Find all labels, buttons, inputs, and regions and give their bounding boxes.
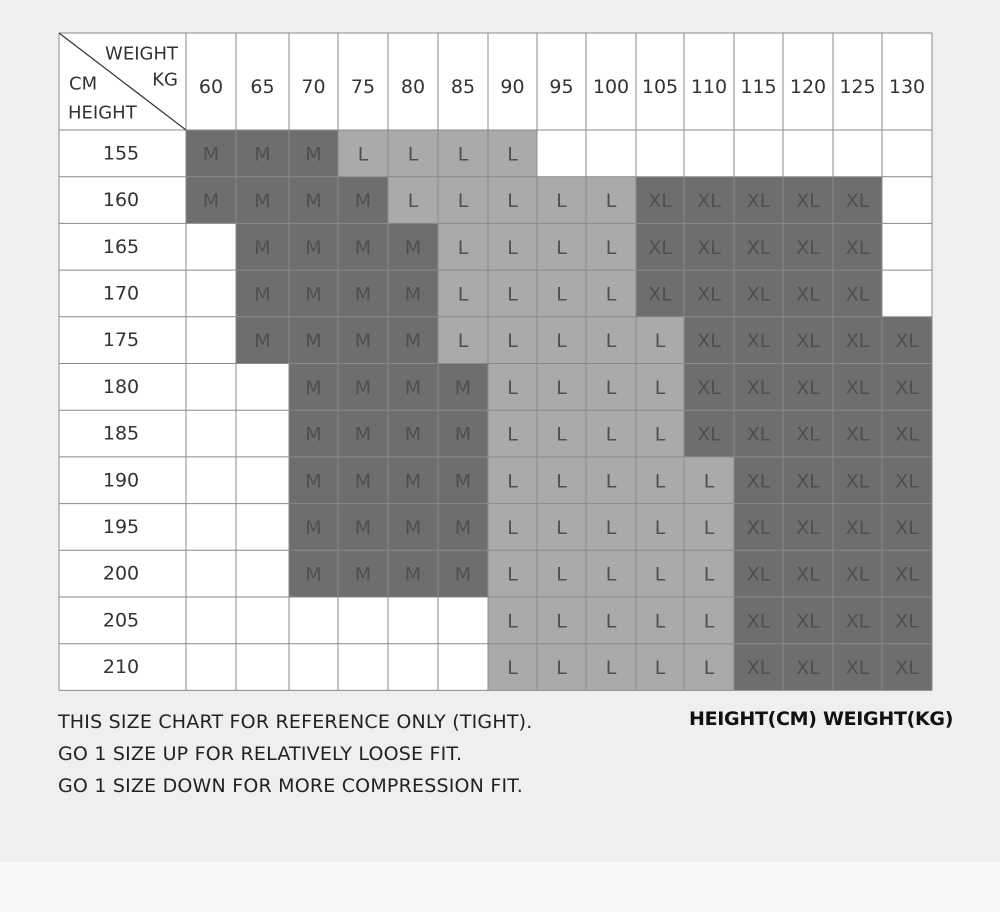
size-mark: M [254,330,271,353]
size-mark: XL [796,190,820,213]
weight-label: 60 [198,76,224,98]
size-mark: M [254,236,271,259]
size-cell [684,130,734,177]
size-mark: M [454,563,472,586]
size-mark: XL [746,330,771,353]
size-mark: XL [845,283,870,306]
size-cell [438,597,488,644]
size-cell [537,130,586,177]
size-mark: L [654,563,666,586]
size-mark: M [305,283,322,306]
height-label: 200 [102,562,140,585]
size-mark: XL [845,563,870,586]
size-mark: XL [895,423,919,446]
size-mark: L [556,283,567,306]
size-cell [338,644,388,691]
size-mark: L [457,143,469,166]
size-mark: XL [895,330,919,353]
size-mark: XL [895,657,919,680]
size-mark: L [507,376,518,399]
size-mark: L [605,563,617,586]
height-label: 185 [102,422,140,445]
corner-cm-label: CM [69,73,98,95]
size-mark: L [654,657,666,680]
corner-height-label: HEIGHT [68,102,137,124]
size-mark: XL [746,423,771,446]
size-mark: XL [746,470,771,493]
size-mark: L [507,610,518,633]
weight-label: 85 [450,76,476,98]
size-cell [236,597,289,644]
size-mark: L [605,423,617,446]
size-mark: XL [697,236,721,259]
size-mark: XL [796,610,820,633]
size-mark: L [703,470,715,493]
weight-label: 70 [301,76,326,98]
note-reference: THIS SIZE CHART FOR REFERENCE ONLY (TIGHT). [58,711,533,733]
size-cell [236,644,289,691]
size-mark: XL [796,516,820,539]
weight-label: 110 [690,76,728,98]
size-cell [186,317,236,364]
size-mark: M [404,283,422,306]
size-mark: XL [845,376,870,399]
size-cell [236,364,289,411]
size-mark: L [654,516,666,539]
size-mark: L [654,610,666,633]
size-mark: XL [845,330,870,353]
size-mark: L [556,516,567,539]
size-mark: M [354,283,372,306]
size-cell [586,130,636,177]
size-mark: L [556,190,567,213]
size-mark: L [605,376,617,399]
size-mark: L [457,283,469,306]
size-cell [388,597,438,644]
size-mark: XL [746,657,771,680]
size-cell [186,504,236,551]
size-cell [882,130,932,177]
size-mark: L [507,190,518,213]
size-mark: XL [845,470,870,493]
size-mark: XL [697,330,721,353]
height-label: 195 [102,515,140,538]
size-mark: XL [796,376,820,399]
height-label: 210 [102,656,140,679]
size-mark: XL [796,330,820,353]
size-cell [833,130,882,177]
size-mark: L [556,563,567,586]
size-mark: L [556,657,567,680]
size-mark: M [454,516,472,539]
size-mark: M [254,143,271,166]
weight-label: 130 [888,76,926,98]
size-cell [289,597,338,644]
size-mark: L [457,190,469,213]
size-mark: L [654,330,666,353]
size-mark: L [507,657,518,680]
units-label: HEIGHT(CM) WEIGHT(KG) [689,708,954,730]
size-mark: M [305,190,322,213]
note-size-up: GO 1 SIZE UP FOR RELATIVELY LOOSE FIT. [58,743,463,765]
size-mark: M [354,376,372,399]
size-mark: M [202,143,220,166]
size-mark: M [354,516,372,539]
size-mark: M [305,470,322,493]
size-mark: XL [746,516,771,539]
size-mark: XL [746,610,771,633]
size-mark: M [305,236,322,259]
size-mark: M [454,423,472,446]
size-mark: L [556,423,567,446]
size-cell [882,223,932,270]
size-mark: M [454,376,472,399]
size-mark: M [404,470,422,493]
size-mark: M [354,470,372,493]
size-mark: M [354,190,372,213]
size-mark: XL [796,283,820,306]
size-cell [186,410,236,457]
size-cell [438,644,488,691]
size-mark: L [654,376,666,399]
size-mark: M [305,563,322,586]
size-cell [186,550,236,597]
size-mark: L [654,423,666,446]
size-cell [186,364,236,411]
size-mark: XL [796,657,820,680]
size-mark: L [457,236,469,259]
size-cell [882,270,932,317]
size-mark: L [507,236,518,259]
size-mark: XL [697,376,721,399]
size-mark: M [305,376,322,399]
weight-label: 100 [592,76,630,98]
size-mark: L [357,143,369,166]
size-mark: L [605,470,617,493]
size-cell [236,410,289,457]
size-cell [236,550,289,597]
size-mark: XL [895,516,919,539]
size-mark: L [407,143,419,166]
size-mark: XL [648,283,672,306]
size-mark: L [654,470,666,493]
size-mark: L [507,143,518,166]
size-cell [636,130,684,177]
size-mark: XL [895,376,919,399]
size-mark: XL [697,190,721,213]
weight-label: 95 [549,76,574,98]
size-mark: L [407,190,419,213]
size-mark: XL [746,190,771,213]
size-mark: M [354,330,372,353]
size-mark: M [454,470,472,493]
size-mark: XL [845,423,870,446]
size-mark: L [605,190,617,213]
size-mark: L [507,283,518,306]
size-mark: L [703,610,715,633]
size-mark: M [305,423,322,446]
size-mark: L [703,516,715,539]
size-cell [882,177,932,224]
size-mark: L [507,423,518,446]
size-mark: L [605,330,617,353]
weight-label: 75 [350,76,376,98]
size-cell [388,644,438,691]
size-mark: M [354,423,372,446]
size-mark: M [404,423,422,446]
size-mark: XL [845,516,870,539]
size-mark: M [404,236,422,259]
size-mark: L [605,657,617,680]
weight-label: 105 [641,76,679,98]
size-mark: XL [697,283,721,306]
size-cell [338,597,388,644]
size-mark: M [404,516,422,539]
size-mark: XL [796,236,820,259]
size-mark: XL [845,610,870,633]
size-mark: L [605,610,617,633]
height-label: 170 [102,282,140,305]
size-mark: L [507,516,518,539]
size-mark: M [404,563,422,586]
height-label: 175 [102,329,140,352]
size-mark: L [605,283,617,306]
size-mark: XL [648,190,672,213]
size-mark: XL [746,563,771,586]
size-cell [236,504,289,551]
weight-label: 80 [400,76,426,98]
note-size-down: GO 1 SIZE DOWN FOR MORE COMPRESSION FIT. [58,775,524,797]
corner-kg-label: KG [152,69,178,91]
weight-label: 65 [250,76,275,98]
weight-label: 90 [500,76,525,98]
size-mark: L [703,563,715,586]
size-mark: XL [796,423,820,446]
size-mark: XL [697,423,721,446]
size-cell [186,270,236,317]
height-label: 155 [102,142,140,165]
size-mark: XL [648,236,672,259]
height-label: 160 [102,189,140,212]
size-mark: M [404,330,422,353]
size-mark: XL [895,610,919,633]
size-mark: L [507,563,518,586]
size-mark: XL [796,563,820,586]
size-mark: L [556,610,567,633]
size-mark: L [703,657,715,680]
weight-label: 115 [740,76,777,98]
height-label: 205 [102,609,140,632]
size-mark: L [556,470,567,493]
size-mark: M [404,376,422,399]
size-mark: L [605,236,617,259]
size-cell [289,644,338,691]
size-mark: L [556,236,567,259]
size-mark: XL [746,236,771,259]
size-cell [236,457,289,504]
height-label: 165 [102,235,140,258]
size-mark: M [202,190,220,213]
size-mark: L [507,470,518,493]
size-mark: L [556,330,567,353]
size-mark: XL [845,236,870,259]
size-mark: XL [746,283,771,306]
size-mark: L [605,516,617,539]
size-mark: M [254,283,271,306]
size-mark: M [305,330,322,353]
size-mark: L [507,330,518,353]
size-mark: XL [845,190,870,213]
size-mark: M [305,143,322,166]
size-mark: L [556,376,567,399]
size-mark: XL [746,376,771,399]
size-mark: XL [895,470,919,493]
height-label: 190 [102,469,140,492]
size-mark: XL [845,657,870,680]
size-cell [186,457,236,504]
size-mark: XL [895,563,919,586]
bottom-strip [0,862,1000,912]
size-cell [783,130,833,177]
size-mark: M [354,236,372,259]
size-cell [186,597,236,644]
size-mark: M [305,516,322,539]
corner-weight-label: WEIGHT [105,43,178,65]
size-mark: XL [796,470,820,493]
size-mark: M [354,563,372,586]
size-mark: M [254,190,271,213]
height-label: 180 [102,375,140,398]
size-cell [734,130,783,177]
weight-label: 125 [839,76,876,98]
size-cell [186,644,236,691]
size-mark: L [457,330,469,353]
weight-label: 120 [789,76,827,98]
size-cell [186,223,236,270]
